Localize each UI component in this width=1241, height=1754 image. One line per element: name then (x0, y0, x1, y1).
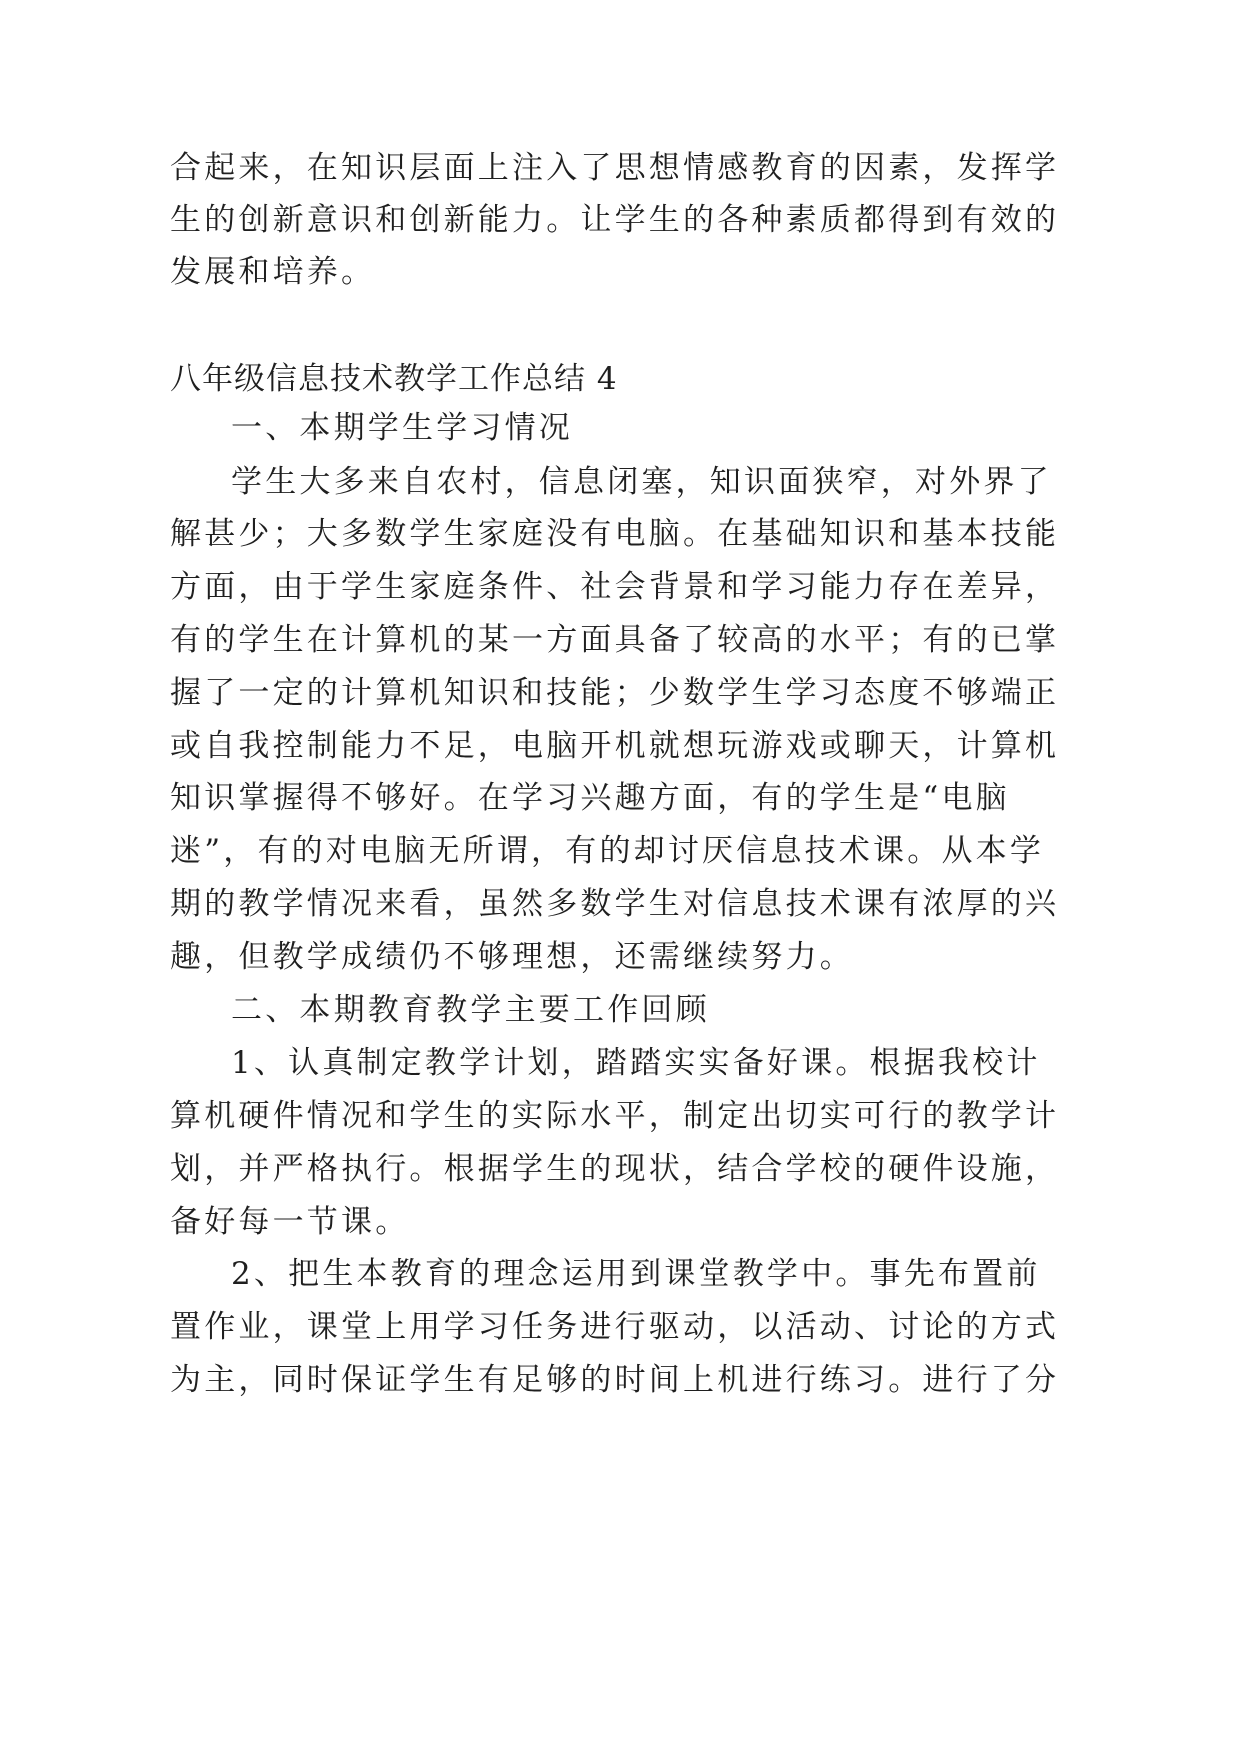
text-line: 迷”，有的对电脑无所谓，有的却讨厌信息技术课。从本学 (170, 833, 1045, 869)
text-line: 期的教学情况来看，虽然多数学生对信息技术课有浓厚的兴 (170, 886, 1060, 922)
text-line: 学生大多来自农村，信息闭塞，知识面狭窄，对外界了 (231, 464, 1052, 500)
text-line: 合起来，在知识层面上注入了思想情感教育的因素，发挥学 (170, 150, 1060, 186)
text-line: 或自我控制能力不足，电脑开机就想玩游戏或聊天，计算机 (170, 728, 1060, 764)
text-line: 算机硬件情况和学生的实际水平，制定出切实可行的教学计 (170, 1098, 1060, 1134)
section-heading: 二、本期教育教学主要工作回顾 (231, 992, 710, 1028)
text-line: 生的创新意识和创新能力。让学生的各种素质都得到有效的 (170, 202, 1060, 238)
section-heading: 一、本期学生学习情况 (231, 410, 573, 446)
text-line: 有的学生在计算机的某一方面具备了较高的水平；有的已掌 (170, 622, 1060, 658)
text-line: 解甚少；大多数学生家庭没有电脑。在基础知识和基本技能 (170, 516, 1060, 552)
text-line: 2、把生本教育的理念运用到课堂教学中。事先布置前 (231, 1256, 1041, 1292)
text-line: 备好每一节课。 (170, 1204, 410, 1240)
text-line: 发展和培养。 (170, 254, 376, 290)
text-line: 划，并严格执行。根据学生的现状，结合学校的硬件设施， (170, 1151, 1060, 1187)
text-line: 置作业，课堂上用学习任务进行驱动，以活动、讨论的方式 (170, 1309, 1060, 1345)
text-line: 方面，由于学生家庭条件、社会背景和学习能力存在差异， (170, 569, 1060, 605)
text-line: 握了一定的计算机知识和技能；少数学生学习态度不够端正 (170, 675, 1060, 711)
document-title: 八年级信息技术教学工作总结 4 (170, 361, 618, 397)
text-line: 知识掌握得不够好。在学习兴趣方面，有的学生是“电脑 (170, 780, 1010, 816)
text-line: 为主，同时保证学生有足够的时间上机进行练习。进行了分 (170, 1362, 1060, 1398)
text-line: 1、认真制定教学计划，踏踏实实备好课。根据我校计 (231, 1045, 1041, 1081)
text-line: 趣，但教学成绩仍不够理想，还需继续努力。 (170, 939, 854, 975)
